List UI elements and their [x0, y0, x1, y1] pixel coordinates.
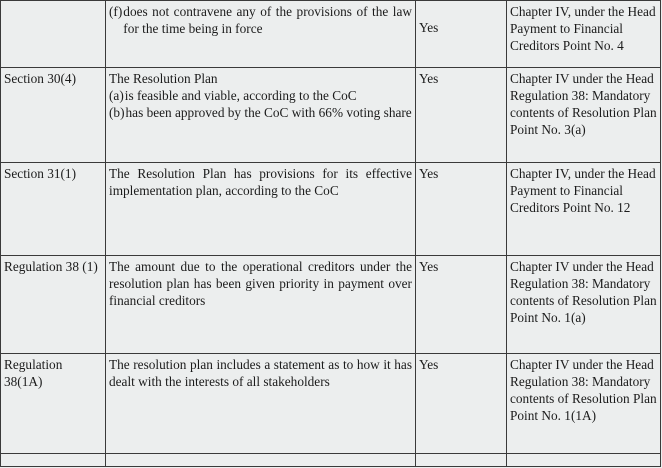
- reference-cell: Chapter IV under the Head Regulation 38: Mandatory contents of Resolution Plan Point No. 1(1A): [507, 354, 661, 454]
- table-row: [1, 1, 661, 68]
- item-text: is feasible and viable, according to the CoC: [124, 88, 357, 103]
- row-intro: The Resolution Plan: [109, 71, 218, 86]
- list-item: [109, 3, 412, 37]
- provision-cell: Regulation 38 (1): [1, 256, 106, 354]
- compliance-value: Yes: [419, 20, 439, 35]
- table-row: [1, 163, 661, 256]
- description-cell: The amount due to the operational creditors under the resolution plan has been given priority in payment over financial creditors: [106, 256, 416, 354]
- item-label: (b): [109, 105, 125, 120]
- table-row: [1, 354, 661, 454]
- compliance-cell: Yes: [416, 256, 507, 354]
- item-label: (a): [109, 88, 124, 103]
- compliance-cell: Yes: [416, 163, 507, 256]
- description-cell: [106, 68, 416, 163]
- compliance-cell: [416, 1, 507, 68]
- provision-cell: Section 31(1): [1, 163, 106, 256]
- compliance-cell: Yes: [416, 68, 507, 163]
- description-cell: The Resolution Plan has provisions for its effective implementation plan, according to the CoC: [106, 163, 416, 256]
- reference-cell: Chapter IV under the Head Regulation 38: Mandatory contents of Resolution Plan Point No. 1(a): [507, 256, 661, 354]
- item-text: has been approved by the CoC with 66% voting share: [125, 105, 412, 120]
- reference-cell: Chapter IV, under the Head Payment to Financial Creditors Point No. 4: [507, 1, 661, 68]
- provision-cell: Regulation 38(1A): [1, 354, 106, 454]
- item-text: does not contravene any of the provisions of the law for the time being in force: [123, 4, 412, 36]
- reference-cell: Chapter IV, under the Head Payment to Financial Creditors Point No. 12: [507, 163, 661, 256]
- table-row: [1, 256, 661, 354]
- list-item: [109, 87, 412, 104]
- item-label: (f): [109, 4, 123, 19]
- list-item: [109, 104, 412, 121]
- compliance-cell: Yes: [416, 354, 507, 454]
- description-cell: The resolution plan includes a statement as to how it has dealt with the interests of all stakeholders: [106, 354, 416, 454]
- provision-cell: [1, 1, 106, 68]
- table-row-continuation: [1, 454, 661, 467]
- table-row: [1, 68, 661, 163]
- reference-cell: Chapter IV under the Head Regulation 38: Mandatory contents of Resolution Plan Point No. 3(a): [507, 68, 661, 163]
- provision-cell: Section 30(4): [1, 68, 106, 163]
- description-cell: [106, 1, 416, 68]
